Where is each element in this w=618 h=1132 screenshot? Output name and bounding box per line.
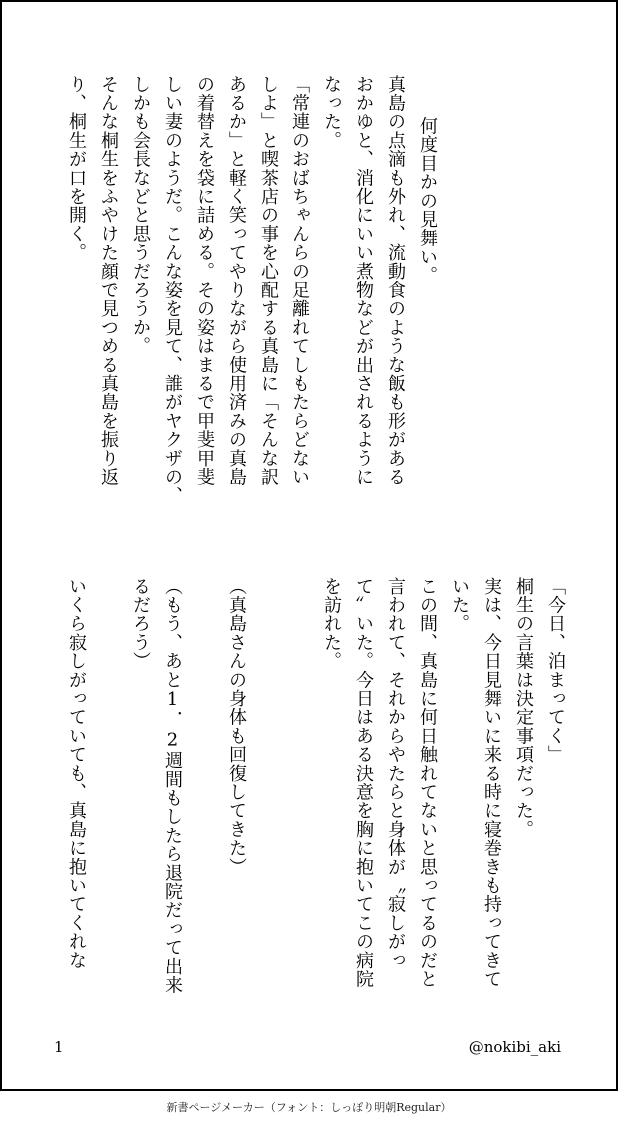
text-line: り、桐生が口を開く。 — [66, 75, 87, 262]
text-line: あるか」と軽く笑ってやりながら使用済みの真島 — [226, 75, 247, 487]
text-line: 何度目かの見舞い。 — [417, 98, 438, 285]
text-line: 言われて、それからやたらと身体が〝寂しがっ — [385, 577, 406, 970]
text-line: を訪れた。 — [321, 577, 342, 671]
text-line: て〟いた。今日はある決意を胸に抱いてこの病院 — [353, 577, 374, 989]
text-line: 真島の点滴も外れ、流動食のような飯も形がある — [385, 75, 406, 487]
text-line: 「常連のおばちゃんらの足離れてしもたらどない — [289, 75, 310, 487]
text-line: しかも会長などと思うだろうか。 — [130, 75, 151, 356]
text-line: そんな桐生をふやけた顔で見つめる真島を振り返 — [98, 75, 119, 487]
text-line: 桐生の言葉は決定事項だった。 — [513, 577, 534, 839]
text-line: おかゆと、消化にいい煮物などが出されるように — [353, 75, 374, 487]
page-number: 1 — [54, 1038, 64, 1056]
text-line: いくら寂しがっていても、真島に抱いてくれな — [66, 577, 87, 970]
text-line: しい妻のようだ。こんな姿を見て、誰がヤクザの、 — [162, 75, 183, 506]
text-line: いた。 — [449, 577, 470, 634]
text-line: （もう、あと1．2週間もしたら退院だって出来 — [162, 577, 183, 995]
author-handle: @nokibi_aki — [468, 1038, 561, 1056]
text-line: 実は、今日見舞いに来る時に寝巻きも持ってきて — [481, 577, 502, 989]
text-line: の着替えを袋に詰める。その姿はまるで甲斐甲斐 — [194, 75, 215, 487]
text-line: るだろう） — [130, 577, 151, 671]
text-line: この間、真島に何日触れてないと思ってるのだと — [417, 577, 438, 989]
text-line: なった。 — [321, 75, 342, 150]
text-line: 「今日、泊まってく」 — [545, 577, 566, 764]
text-line: （真島さんの身体も回復してきた） — [226, 577, 247, 877]
text-line: しよ」と喫茶店の事を心配する真島に「そんな訳 — [258, 75, 279, 487]
maker-credit: 新書ページメーカー（フォント：しっぽり明朝Regular） — [166, 1101, 452, 1114]
